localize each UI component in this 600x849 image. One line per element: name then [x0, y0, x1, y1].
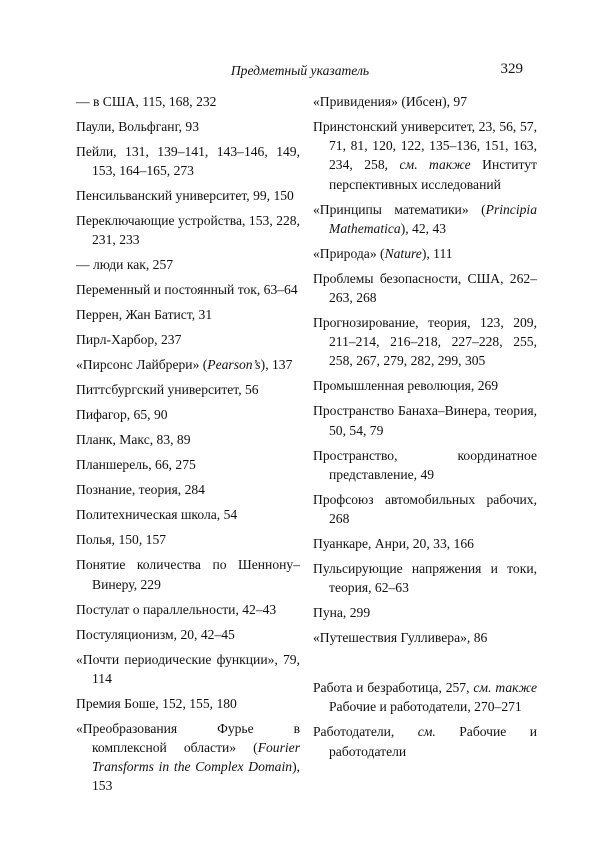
index-column-left — [76, 92, 300, 801]
index-entry: Прогнозирование, теория, 123, 209, 211–214, 216–218, 227–228, 255, 258, 267, 279, 282, 299, 305 — [313, 315, 537, 369]
index-entry: Питтсбургский университет, 56 — [76, 382, 259, 398]
index-entry: Полья, 150, 157 — [76, 532, 167, 548]
index-entry: Познание, теория, 284 — [76, 482, 205, 498]
index-entry: Пуна, 299 — [313, 605, 371, 621]
index-entry: «Пирсонс Лайбрери» (Pearson’s), 137 — [76, 357, 293, 373]
index-entry: «Путешествия Гулливера», 86 — [313, 630, 488, 646]
index-entry: Работа и безработица, 257, см. также Рабочие и работодатели, 270–271 — [313, 680, 537, 715]
index-column-right — [313, 92, 537, 767]
index-entry: Планк, Макс, 83, 89 — [76, 432, 191, 448]
index-entry: Постуляционизм, 20, 42–45 — [76, 626, 235, 642]
index-entry: Принстонский университет, 23, 56, 57, 71, 81, 120, 122, 135–136, 151, 163, 234, 258, см. также Институт перспективных исследований — [313, 119, 537, 192]
index-entry: Промышленная революция, 269 — [313, 378, 499, 394]
index-entry: «Преобразования Фурье в комплексной области» (Fourier Transforms in the Complex Domain), 153 — [76, 720, 300, 794]
page-number: 329 — [500, 61, 523, 77]
index-entry: Политехническая школа, 54 — [76, 507, 238, 523]
index-entry: Профсоюз автомобильных рабочих, 268 — [313, 491, 537, 527]
index-entry: «Почти периодические функции», 79, 114 — [76, 651, 300, 686]
index-entry: Работодатели, см. Рабочие и работодатели — [313, 724, 537, 759]
index-entry: Пифагор, 65, 90 — [76, 407, 168, 423]
index-entry: — в США, 115, 168, 232 — [76, 94, 217, 109]
index-entry: «Принципы математики» (Principia Mathematica), 42, 43 — [313, 201, 537, 236]
index-entry: Премия Боше, 152, 155, 180 — [76, 695, 237, 711]
index-entry: Пуанкаре, Анри, 20, 33, 166 — [313, 536, 474, 552]
index-entry: Переменный и постоянный ток, 63–64 — [76, 282, 298, 298]
running-header: Предметный указатель — [230, 63, 370, 78]
index-entry: Понятие количества по Шеннону–Винеру, 229 — [76, 557, 300, 592]
index-entry: Переключающие устройства, 153, 228, 231, 233 — [76, 213, 300, 248]
index-entry: Пространство, координатное представление, 49 — [313, 447, 537, 482]
index-entry: — люди как, 257 — [76, 257, 174, 273]
index-entry: Планшерель, 66, 275 — [76, 457, 196, 473]
section-gap — [313, 653, 537, 678]
index-entry: Проблемы безопасности, США, 262–263, 268 — [313, 270, 537, 306]
index-entry: «Привидения» (Ибсен), 97 — [313, 94, 468, 109]
index-entry: Пульсирующие напряжения и токи, теория, 62–63 — [313, 561, 537, 596]
index-entry: Пространство Банаха–Винера, теория, 50, 54, 79 — [313, 403, 537, 438]
index-entry: Постулат о параллельности, 42–43 — [76, 601, 277, 617]
index-entry: Пирл-Харбор, 237 — [76, 332, 182, 348]
index-entry: «Природа» (Nature), 111 — [313, 245, 453, 261]
index-entry: Паули, Вольфганг, 93 — [76, 119, 200, 134]
index-entry: Пейли, 131, 139–141, 143–146, 149, 153, 164–165, 273 — [76, 144, 300, 179]
index-entry: Перрен, Жан Батист, 31 — [76, 307, 213, 323]
index-entry: Пенсильванский университет, 99, 150 — [76, 188, 294, 204]
